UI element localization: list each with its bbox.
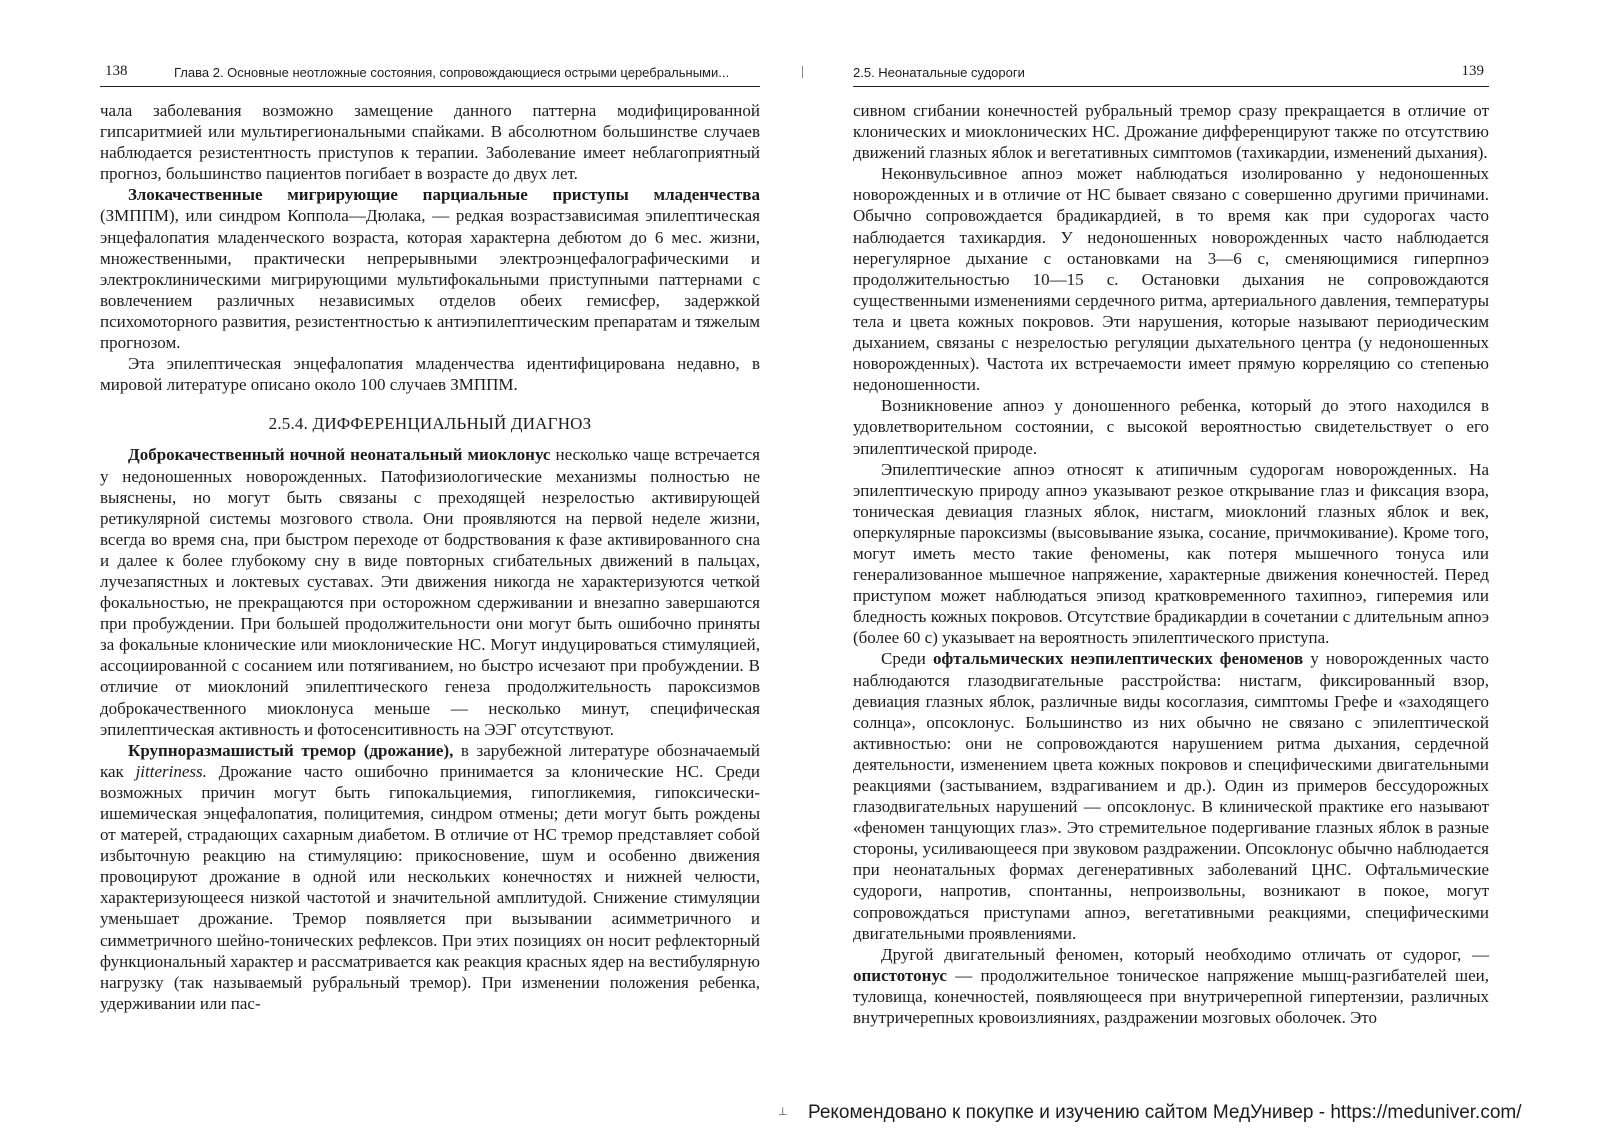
right-page-body: [853, 100, 1489, 1028]
left-running-title: Глава 2. Основные неотложные состояния, сопровождающиеся острыми церебральными...: [174, 65, 730, 80]
right-paragraph-6: [853, 944, 1489, 1028]
right-running-head: [853, 58, 1489, 87]
left-paragraph-5-text-b: Дрожание часто ошибочно принимается за клонические НС. Среди возможных причин могут быть гипокальциемия, гипогликемия, гипоксически-ишемическая энцефалопатия, полицитемия, синдром отмены; дети могут быть рождены от матерей, страдающих сахарным диабетом. В отличие от НС тремор представляет собой избыточную реакцию на стимуляцию: прикосновение, шум и особенно движения провоцируют дрожание в одной или нескольких конечностях и нижней челюсти, характеризующееся низкой частотой и значительной амплитудой. Снижение стимуляции уменьшает дрожание. Тремор появляется при вызывании асимметричного и симметричного шейно-тонических рефлексов. При этих позициях он носит рефлекторный функциональный характер и рассматривается как реакция красных ядер на вестибулярную нагрузку (так называемый рубральный тремор). При изменении положения ребенка, удерживании или пас-: [100, 761, 760, 1013]
right-paragraph-4: Эпилептические апноэ относят к атипичным судорогам новорожденных. На эпилептическую природу апноэ указывают резкое открывание глаз и фиксация взора, тоническая девиация глазных яблок, нистагм, миоклоний глазных яблок и век, оперкулярные пароксизмы (высовывание языка, сосание, причмокивание). Кроме того, могут иметь место такие феномены, как потеря мышечного тонуса или генерализованное мышечное напряжение, характерные движения конечностей. Перед приступом может наблюдаться эпизод кратковременного тахипноэ, гиперемия или бледность кожных покровов. Отсутствие брадикардии в сочетании с длительным апноэ (более 60 с) указывает на вероятность эпилептического приступа.: [853, 459, 1489, 648]
left-paragraph-4: [100, 444, 760, 739]
left-paragraph-2: [100, 184, 760, 353]
left-page-number: 138: [105, 63, 128, 79]
left-paragraph-5: [100, 740, 760, 1014]
left-paragraph-3: Эта эпилептическая энцефалопатия младенчества идентифицирована недавно, в мировой литературе описано около 100 случаев ЗМППМ.: [100, 354, 760, 395]
right-paragraph-6-text-b: — продолжительное тоническое напряжение мышц-разгибателей шеи, туловища, конечностей, появляющееся при внутричерепной гипертензии, различных внутричерепных кровоизлияниях, раздражении мозговых оболочек. Это: [853, 965, 1489, 1028]
left-paragraph-1: чала заболевания возможно замещение данного паттерна модифицированной гипсаритмией или мультирегиональными спайками. В абсолютном большинстве случаев наблюдается резистентность приступов к терапии. Заболевание имеет неблагоприятный прогноз, большинство пациентов погибает в возрасте до двух лет.: [100, 101, 760, 184]
term-jitteriness: jitteriness.: [135, 761, 207, 781]
right-paragraph-3: Возникновение апноэ у доношенного ребенка, который до этого находился в удовлетворительном состоянии, с высокой вероятностью свидетельствует о его эпилептической природе.: [853, 396, 1489, 458]
right-paragraph-1: сивном сгибании конечностей рубральный тремор сразу прекращается в отличие от клонических и миоклонических НС. Дрожание дифференцируют также по отсутствию движений глазных яблок и вегетативных симптомов (тахикардии, изменений дыхания).: [853, 101, 1489, 163]
term-benign-myoclonus: Доброкачественный ночной неонатальный миоклонус: [128, 445, 551, 465]
left-running-head: [100, 58, 760, 87]
right-paragraph-2: Неконвульсивное апноэ может наблюдаться изолированно у недоношенных новорожденных и в отличие от НС бывает связано с совершенно другими причинами. Обычно сопровождается брадикардией, в то время как при судорогах часто наблюдается тахикардия. У недоношенных новорожденных часто наблюдается нерегулярное дыхание с остановками на 3—6 с, сменяющимися гиперпноэ продолжительностью 10—15 с. Остановки дыхания не сопровождаются существенными изменениями сердечного ритма, артериального давления, температуры тела и цвета кожных покровов. Эти нарушения, которые называют периодическим дыханием, связаны с незрелостью регуляции дыхательного центра (у недоношенных новорожденных). Частота их встречаемости имеет прямую корреляцию со степенью недоношенности.: [853, 164, 1489, 395]
gutter-mark: [802, 66, 803, 78]
right-page: [853, 58, 1489, 1028]
right-paragraph-5-text-a: Среди: [881, 649, 933, 669]
term-ophthalmic-phenomena: офтальмических неэпилептических феноменов: [933, 649, 1304, 669]
term-zmppm: Злокачественные мигрирующие парциальные приступы младенчества: [128, 185, 760, 205]
left-paragraph-2-text: (ЗМППМ), или синдром Коппола—Дюлака, — редкая возрастзависимая эпилептическая энцефалопатия младенческого возраста, которая характерна дебютом до 6 мес. жизни, множественными, практически непрерывными электроэнцефалографическими и электроклиническими мигрирующими мультифокальными приступными паттернами с вовлечением различных независимых отделов обеих гемисфер, задержкой психомоторного развития, резистентностью к антиэпилептическим препаратам и тяжелым прогнозом.: [100, 206, 760, 353]
left-page-body: [100, 100, 760, 1014]
left-page: [100, 58, 760, 1014]
right-paragraph-6-text-a: Другой двигательный феномен, который необходимо отличать от судорог, —: [881, 944, 1489, 964]
term-opisthotonus: опистотонус: [853, 965, 947, 985]
section-heading: 2.5.4. ДИФФЕРЕНЦИАЛЬНЫЙ ДИАГНОЗ: [268, 414, 592, 434]
footer-recommendation: Рекомендовано к покупке и изучению сайтом МедУнивер - https://meduniver.com/: [808, 1102, 1522, 1123]
term-tremor: Крупноразмашистый тремор (дрожание),: [128, 740, 454, 760]
left-paragraph-4-text: несколько чаще встречается у недоношенных новорожденных. Патофизиологические механизмы полностью не выяснены, но могут быть связаны с преходящей незрелостью активирующей ретикулярной системы мозгового ствола. Они проявляются на первой неделе жизни, всегда во время сна, при быстром переходе от бодрствования к фазе активированного сна и далее к более глубокому сну в виде повторных сгибательных движений в пальцах, лучезапястных и локтевых суставах. Эти движения никогда не характеризуются четкой фокальностью, не прекращаются при осторожном сдерживании и внезапно завершаются при пробуждении. При большей продолжительности они могут быть ошибочно приняты за фокальные клонические или миоклонические НС. Могут индуцироваться стимуляцией, ассоциированной с сосанием или потягиванием, но быстро исчезают при пробуждении. В отличие от миоклоний эпилептического генеза продолжительность пароксизмов доброкачественного миоклонуса меньше — несколько минут, специфическая эпилептическая активность и фотосенситивность на ЭЭГ отсутствуют.: [100, 445, 760, 739]
right-paragraph-5: [853, 648, 1489, 943]
right-running-title: 2.5. Неонатальные судороги: [853, 65, 1025, 80]
left-paragraph-5-text-a: в зарубежной литературе обозначаемый как: [100, 740, 760, 781]
right-page-number: 139: [1461, 63, 1484, 79]
scan-mark-icon: ⊥: [778, 1105, 788, 1118]
right-paragraph-5-text-b: у новорожденных часто наблюдаются глазодвигательные расстройства: нистагм, фиксированный взор, девиация глазных яблок, различные виды косоглазия, симптомы Грефе и «заходящего солнца», опсоклонус. Большинство из них обычно не связано с эпилептической активностью: они не сопровождаются нарушением ритма дыхания, сердечной деятельности, изменением цвета кожных покровов и специфическими двигательными реакциями (застыванием, вздрагиванием и др.). Один из примеров бессудорожных глазодвигательных нарушений — опсоклонус. В клинической практике его называют «феномен танцующих глаз». Это стремительное подергивание глазных яблок в разные стороны, усиливающееся при звуковом раздражении. Опсоклонус обычно наблюдается при неонатальных формах дегенеративных заболеваний ЦНС. Офтальмические судороги, напротив, спонтанны, непроизвольны, возникают в покое, могут сопровождаться приступами апноэ, вегетативными реакциями, специфическими двигательными проявлениями.: [853, 649, 1489, 943]
